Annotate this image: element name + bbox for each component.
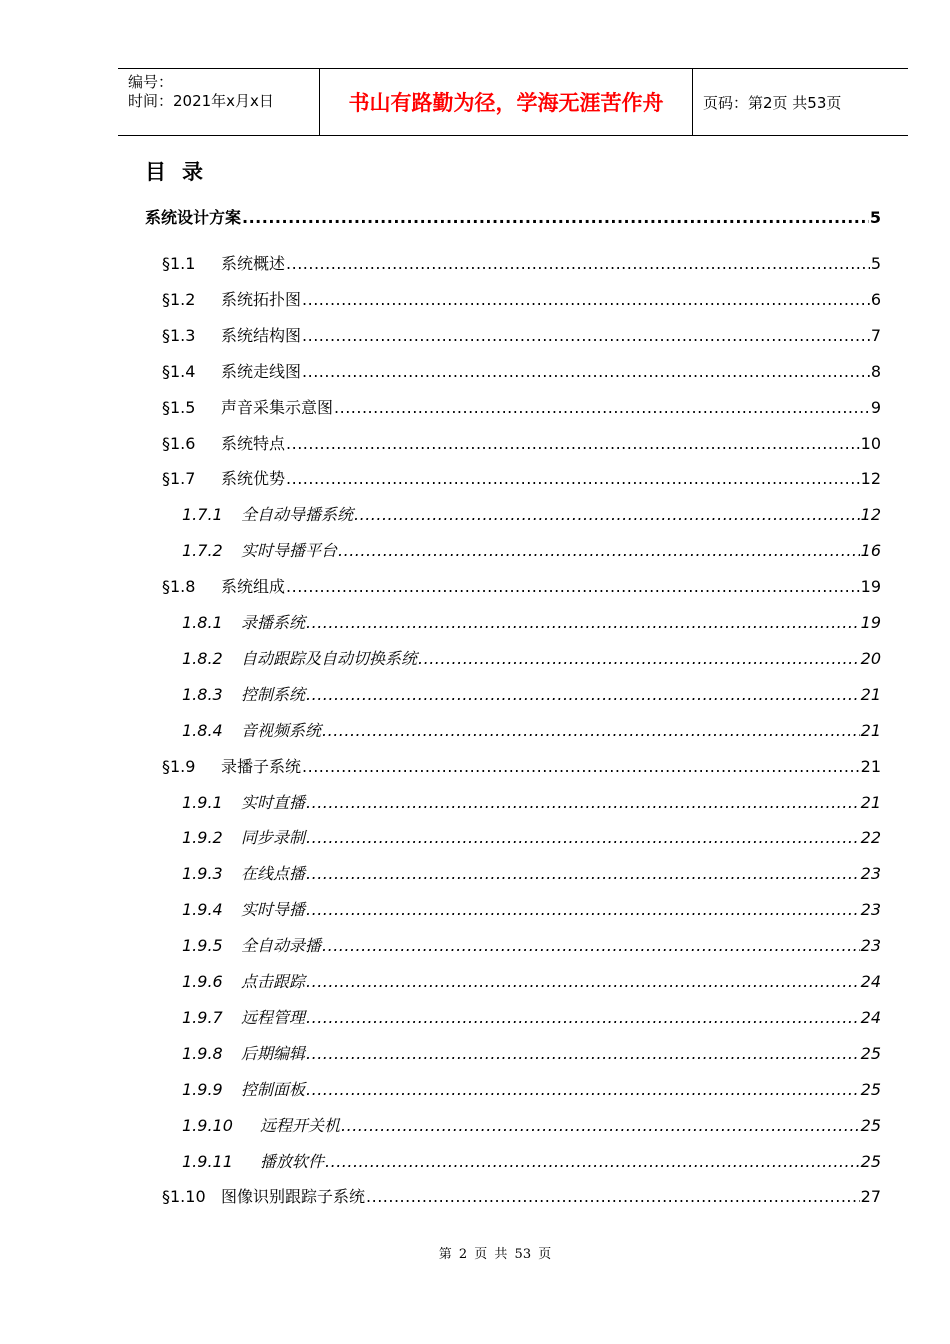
toc-entry-page: 21	[860, 720, 881, 740]
toc-entry[interactable]	[162, 289, 881, 311]
toc-entry-number: §1.5	[162, 397, 196, 417]
toc-entry[interactable]	[162, 468, 881, 490]
toc-entry-title: 系统优势	[221, 469, 286, 489]
toc-entry-page: 19	[860, 577, 881, 597]
toc-entry-title: 声音采集示意图	[221, 397, 334, 417]
toc-entry[interactable]	[182, 1151, 881, 1173]
toc-entry-page: 22	[860, 828, 881, 848]
toc-entry-number: 1.9.4	[182, 900, 223, 920]
toc-dot-leader	[306, 684, 860, 706]
toc-entry-page: 8	[870, 361, 881, 381]
toc-dot-leader	[322, 720, 860, 742]
toc-entry-page: 21	[860, 756, 881, 776]
toc-entry[interactable]	[182, 648, 881, 670]
toc-entry-title: 在线点播	[241, 864, 306, 884]
toc-dot-leader	[306, 863, 860, 885]
toc-entry[interactable]	[162, 756, 881, 778]
toc-entry[interactable]	[182, 827, 881, 849]
toc-dot-leader	[302, 289, 870, 311]
toc-dot-leader	[306, 792, 860, 814]
toc-entry-page: 27	[860, 1187, 881, 1207]
toc-dot-leader	[286, 433, 860, 455]
toc-entry[interactable]	[162, 576, 881, 598]
toc-entry-page: 9	[870, 397, 881, 417]
toc-dot-leader	[306, 612, 860, 634]
toc-dot-leader	[341, 1115, 860, 1137]
toc-entry-page: 24	[860, 1007, 881, 1027]
toc-entry-title: 播放软件	[260, 1151, 325, 1171]
toc-entry-number: 1.9.11	[182, 1151, 233, 1171]
toc-entry-title: 同步录制	[241, 828, 306, 848]
toc-entry[interactable]	[162, 397, 881, 419]
toc-entry-page: 23	[860, 864, 881, 884]
header-motto: 书山有路勤为径，学海无涯苦作舟	[348, 91, 664, 115]
toc-entry-title: 系统拓扑图	[221, 289, 302, 309]
toc-dot-leader	[286, 576, 860, 598]
toc-entry-title: 系统结构图	[221, 325, 302, 345]
toc-dot-leader	[418, 648, 860, 670]
toc-entry-page: 12	[860, 469, 881, 489]
toc-entry[interactable]	[182, 1007, 881, 1029]
toc-entry-page: 7	[870, 325, 881, 345]
toc-entry-title: 系统特点	[221, 433, 286, 453]
toc-entry-number: 1.9.10	[182, 1115, 233, 1135]
toc-entry-title: 录播子系统	[221, 756, 302, 776]
toc-entry-number: §1.1	[162, 254, 196, 273]
toc-entry-number: 1.8.2	[182, 648, 223, 668]
toc-entry[interactable]	[145, 207, 881, 229]
toc-entry-number: 1.9.9	[182, 1079, 223, 1099]
toc-entry[interactable]	[182, 1079, 881, 1101]
toc-entry[interactable]	[182, 792, 881, 814]
toc-dot-leader	[302, 325, 870, 347]
toc-dot-leader	[325, 1151, 860, 1173]
toc-entry-title: 音视频系统	[241, 720, 322, 740]
toc-dot-leader	[354, 504, 860, 526]
toc-entry-number: 1.9.6	[182, 972, 223, 991]
toc-entry-page: 10	[860, 433, 881, 453]
toc-entry-number: §1.9	[162, 756, 196, 776]
toc-entry-page: 16	[860, 541, 881, 561]
toc-entry-number: 1.8.3	[182, 684, 223, 704]
toc-entry-title: 系统设计方案	[145, 208, 242, 227]
toc-dot-leader	[306, 1043, 860, 1065]
toc-entry[interactable]	[182, 935, 881, 957]
toc-entry-title: 远程管理	[241, 1007, 306, 1027]
toc-entry-title: 控制系统	[241, 684, 306, 704]
toc-entry-title: 系统组成	[221, 577, 286, 597]
toc-entry-number: 1.8.4	[182, 720, 223, 740]
toc-entry-title: 远程开关机	[260, 1115, 341, 1135]
toc-entry-page: 12	[860, 505, 881, 525]
toc-dot-leader	[338, 540, 860, 562]
toc-entry-number: §1.2	[162, 289, 196, 309]
toc-entry-number: 1.9.3	[182, 864, 223, 884]
toc-entry-page: 21	[860, 792, 881, 812]
toc-entry-page: 6	[870, 289, 881, 309]
toc-entry-title: 系统走线图	[221, 361, 302, 381]
toc-entry-page: 23	[860, 900, 881, 920]
toc-entry-number: §1.10	[162, 1187, 206, 1207]
toc-entry-number: 1.7.1	[182, 505, 223, 525]
toc-entry-page: 24	[860, 972, 881, 991]
toc-entry[interactable]	[182, 684, 881, 706]
toc-entry[interactable]	[182, 971, 881, 993]
toc-entry-title: 控制面板	[241, 1079, 306, 1099]
toc-dot-leader	[334, 397, 870, 419]
toc-entry-number: 1.9.1	[182, 792, 223, 812]
toc-entry-title: 后期编辑	[241, 1043, 306, 1063]
toc-entry-page: 5	[869, 208, 881, 227]
toc-dot-leader	[286, 468, 860, 490]
toc-entry-number: 1.8.1	[182, 613, 223, 632]
toc-entry-title: 图像识别跟踪子系统	[221, 1187, 366, 1207]
toc-entry-title: 实时导播平台	[241, 541, 338, 561]
toc-entry-number: 1.9.8	[182, 1043, 223, 1063]
toc-entry-number: 1.9.7	[182, 1007, 223, 1027]
toc-entry[interactable]	[162, 433, 881, 455]
toc-entry-title: 录播系统	[241, 613, 306, 632]
toc-entry-title: 全自动导播系统	[241, 505, 354, 525]
toc-entry[interactable]	[162, 361, 881, 383]
header-page-info: 页码：第2页 共53页	[703, 94, 842, 112]
toc-dot-leader	[366, 1186, 860, 1208]
toc-entry[interactable]	[162, 1186, 881, 1208]
toc-entry[interactable]	[162, 253, 881, 275]
toc-entry-page: 5	[870, 254, 881, 273]
toc-entry[interactable]	[182, 863, 881, 885]
toc-entry-page: 25	[860, 1151, 881, 1171]
toc-dot-leader	[306, 899, 860, 921]
toc-entry-number: §1.3	[162, 325, 196, 345]
toc-entry-page: 25	[860, 1115, 881, 1135]
toc-entry-page: 25	[860, 1043, 881, 1063]
page-footer: 第 2 页 共 53 页	[438, 1247, 552, 1262]
toc-entry[interactable]	[182, 504, 881, 526]
toc-dot-leader	[242, 207, 869, 229]
toc-entry-number: 1.9.2	[182, 828, 223, 848]
toc-entry-page: 25	[860, 1079, 881, 1099]
toc-entry[interactable]	[182, 1115, 881, 1137]
toc-entry-number: §1.7	[162, 469, 196, 489]
toc-entry-title: 实时直播	[241, 792, 306, 812]
document-time-label: 时间：2021年x月x日	[128, 92, 274, 110]
toc-entry[interactable]	[182, 540, 881, 562]
toc-entry-number: 1.7.2	[182, 541, 223, 561]
toc-dot-leader	[306, 1079, 860, 1101]
toc-dot-leader	[286, 253, 870, 275]
toc-dot-leader	[302, 756, 860, 778]
toc-entry[interactable]	[182, 899, 881, 921]
toc-entry-page: 20	[860, 648, 881, 668]
toc-entry[interactable]	[182, 1043, 881, 1065]
toc-dot-leader	[306, 827, 860, 849]
toc-entry-number: §1.6	[162, 433, 196, 453]
toc-entry[interactable]	[162, 325, 881, 347]
toc-title: 目录	[145, 160, 219, 184]
document-number-label: 编号：	[128, 73, 174, 91]
toc-entry-title: 系统概述	[221, 254, 286, 273]
toc-entry-title: 自动跟踪及自动切换系统	[241, 648, 418, 668]
toc-entry-number: 1.9.5	[182, 936, 223, 956]
toc-dot-leader	[322, 935, 860, 957]
toc-dot-leader	[306, 1007, 860, 1029]
toc-entry-title: 全自动录播	[241, 936, 322, 956]
toc-entry-title: 点击跟踪	[241, 972, 306, 991]
toc-entry-page: 19	[860, 613, 881, 632]
toc-entry-title: 实时导播	[241, 900, 306, 920]
toc-entry-page: 21	[860, 684, 881, 704]
toc-entry-page: 23	[860, 936, 881, 956]
toc-entry-number: §1.4	[162, 361, 196, 381]
toc-dot-leader	[306, 971, 860, 993]
toc-entry-number: §1.8	[162, 577, 196, 597]
toc-dot-leader	[302, 361, 870, 383]
toc-entry[interactable]	[182, 612, 881, 634]
toc-entry[interactable]	[182, 720, 881, 742]
